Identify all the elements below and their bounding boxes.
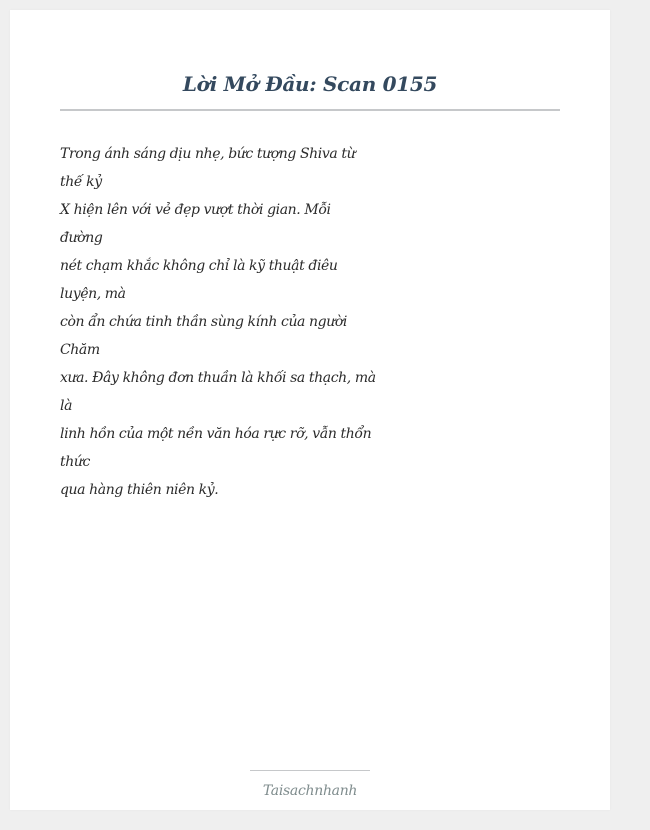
- body-text: [60, 140, 376, 504]
- body-line: Chăm: [60, 342, 100, 358]
- body-line: linh hồn của một nền văn hóa rực rỡ, vẫn thổn: [60, 426, 372, 442]
- body-line: qua hàng thiên niên kỷ.: [60, 482, 219, 498]
- footer-text: Taisachnhanh: [262, 783, 358, 799]
- body-line: thế kỷ: [60, 174, 102, 190]
- body-line: X hiện lên với vẻ đẹp vượt thời gian. Mỗi: [60, 202, 331, 218]
- body-line: là: [60, 398, 73, 414]
- footer-divider: [250, 770, 370, 771]
- page-title: Lời Mở Đầu: Scan 0155: [182, 72, 438, 96]
- body-line: Trong ánh sáng dịu nhẹ, bức tượng Shiva từ: [60, 146, 356, 162]
- body-line: luyện, mà: [60, 286, 126, 302]
- body-line: xưa. Đây không đơn thuần là khối sa thạch, mà: [60, 370, 376, 386]
- document-page: [10, 10, 610, 810]
- body-line: thức: [60, 454, 90, 470]
- body-line: đường: [60, 230, 103, 246]
- body-line: còn ẩn chứa tinh thần sùng kính của người: [60, 314, 347, 330]
- body-line: nét chạm khắc không chỉ là kỹ thuật điêu: [60, 258, 338, 274]
- title-divider: [60, 109, 560, 111]
